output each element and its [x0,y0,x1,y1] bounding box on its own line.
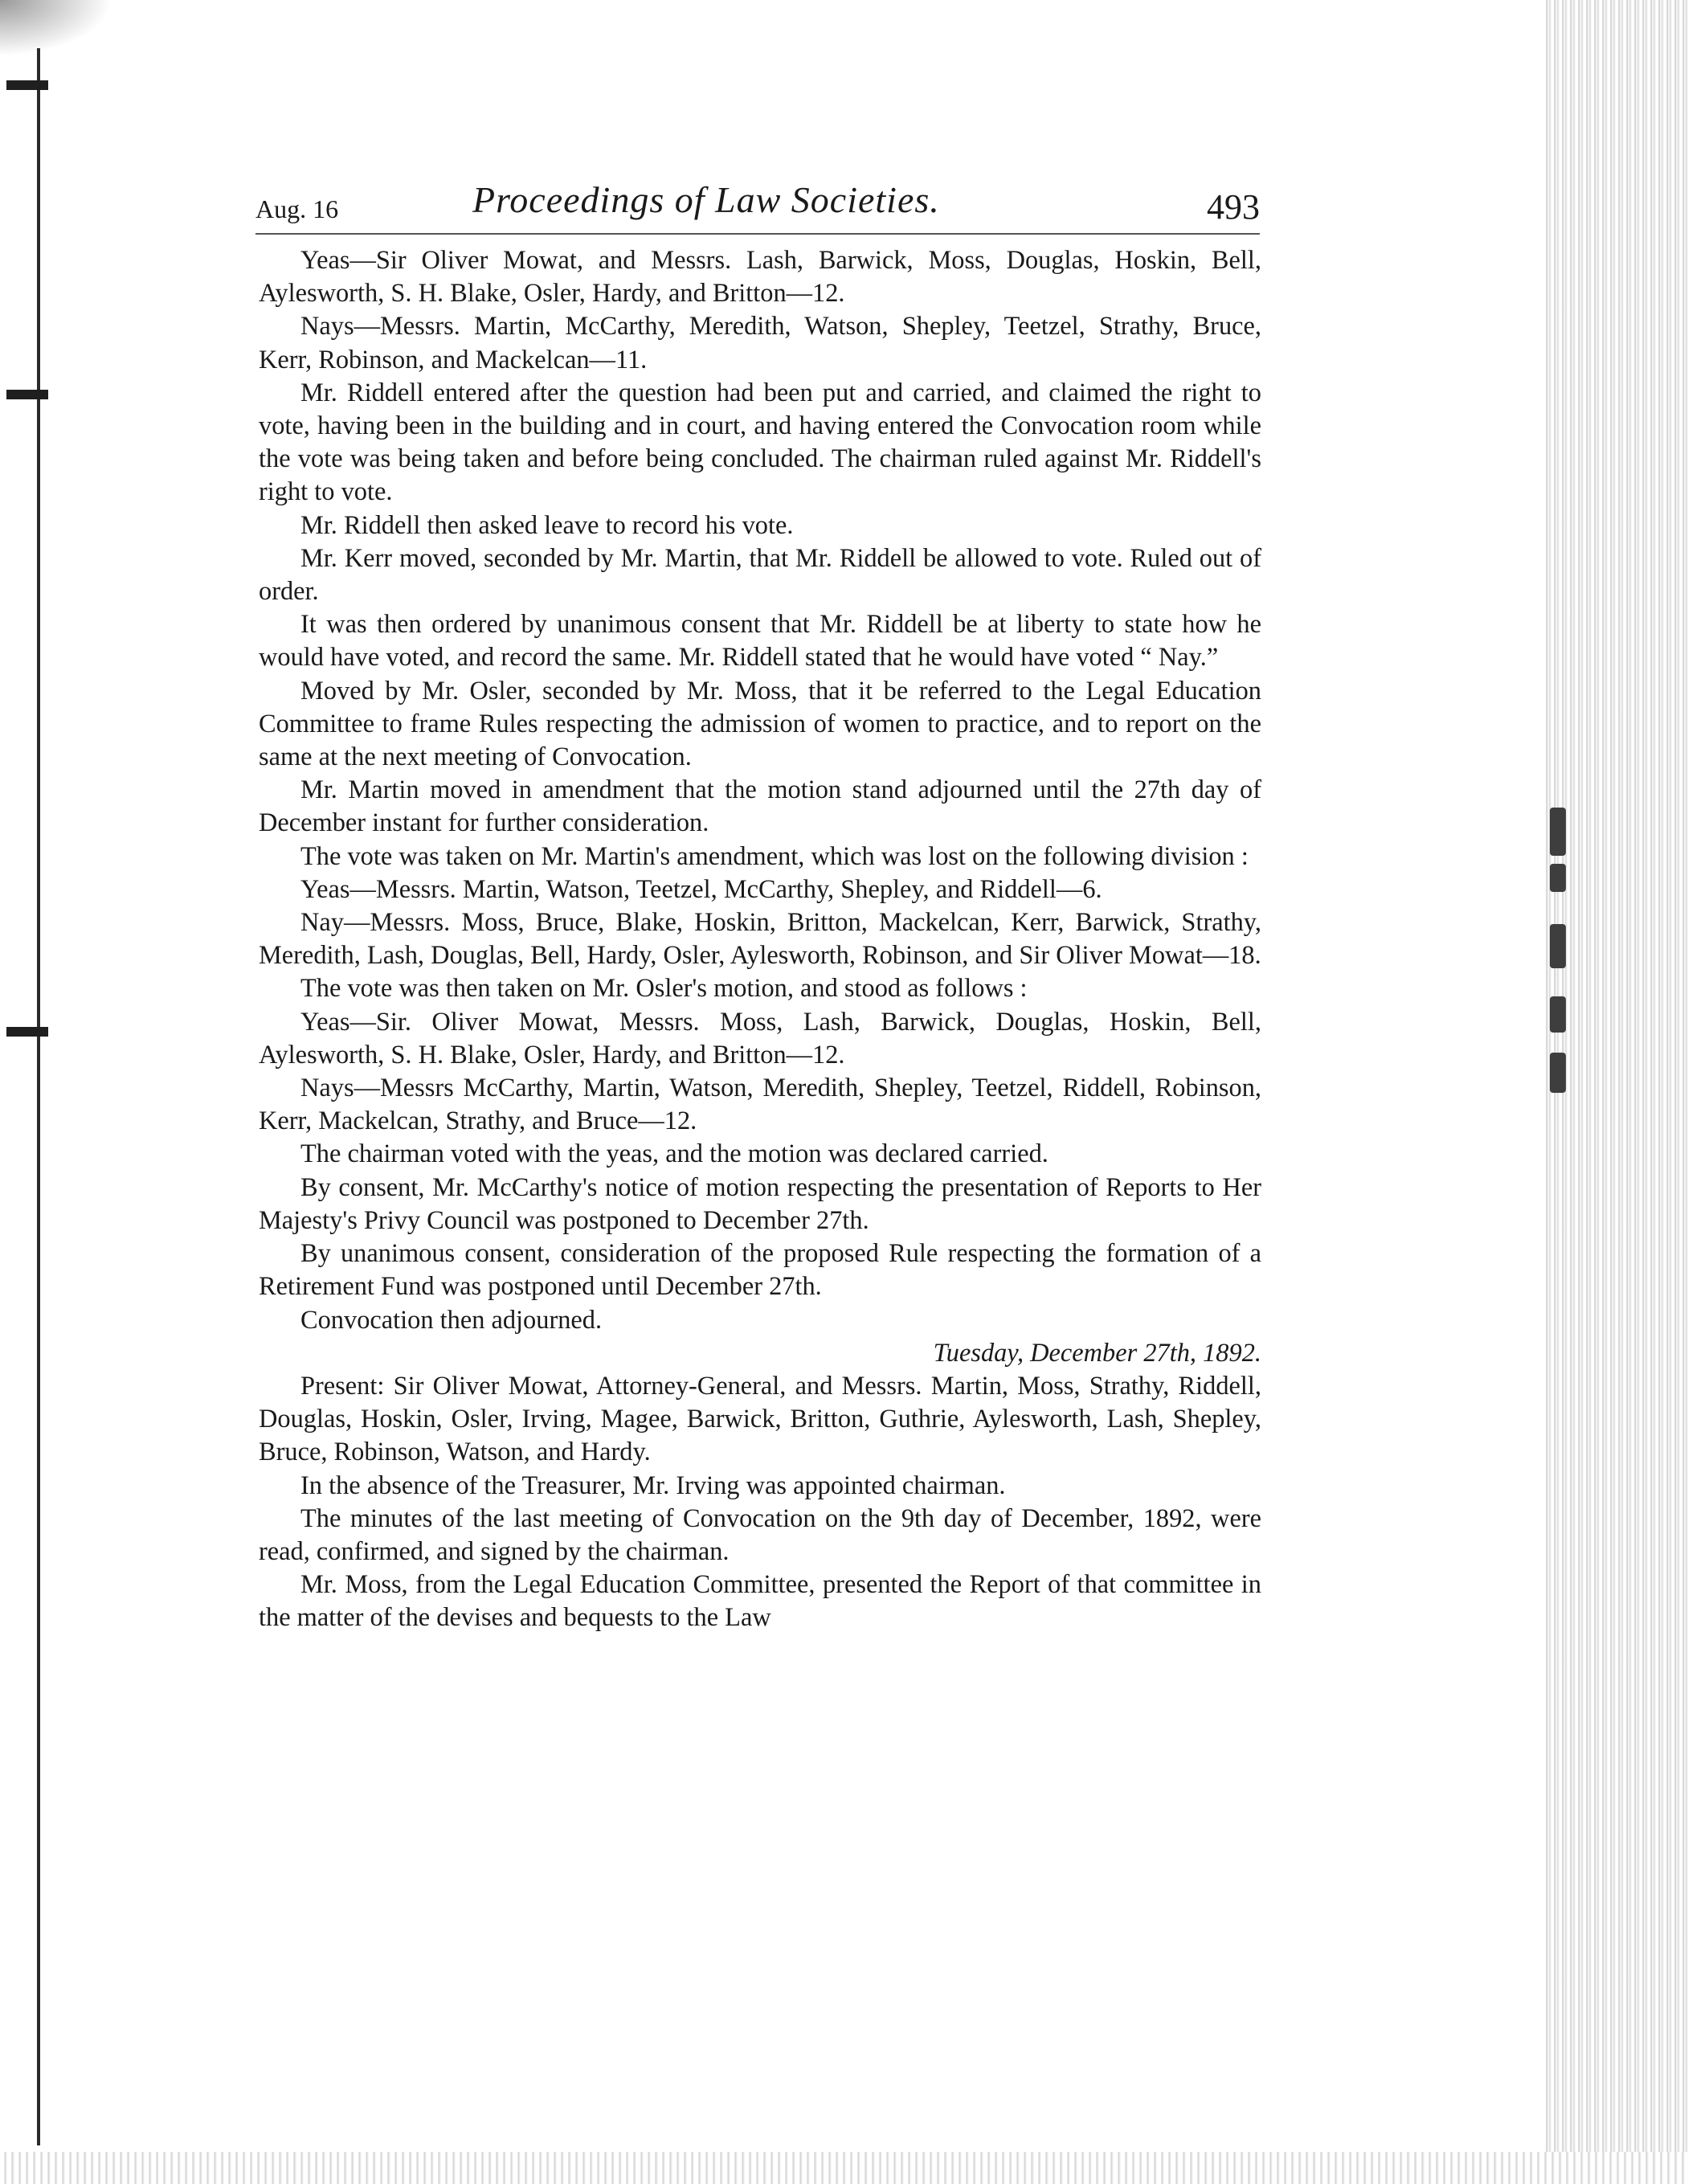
running-title: Proceedings of Law Societies. [472,179,940,220]
paragraph: Convocation then adjourned. [300,1305,603,1335]
paragraph: In the absence of the Treasurer, Mr. Irving was appointed chairman. [300,1470,1006,1500]
running-date: Aug. 16 [255,194,339,223]
edge-blot [1550,864,1566,892]
edge-blot [1550,1053,1566,1093]
paragraph: By unanimous consent, consideration of the proposed Rule respecting the formation of a Retirement Fund was postponed until December 27th. [259,1239,1261,1302]
paragraph: Moved by Mr. Osler, seconded by Mr. Moss, that it be referred to the Legal Education Committee to frame Rules respecting the admission of women to practice, and to report on the same at the next meeting of Convocation. [259,676,1261,772]
paragraph: Mr. Moss, from the Legal Education Committee, presented the Report of that committee in the matter of the devises and bequests to the Law [259,1570,1261,1633]
paragraph: Nay—Messrs. Moss, Bruce, Blake, Hoskin, Britton, Mackelcan, Kerr, Barwick, Strathy, Meredith, Lash, Douglas, Bell, Hardy, Osler, Aylesworth, Robinson, and Sir Oliver Mowat—18. [259,908,1261,971]
edge-mark [6,1027,48,1037]
edge-mark [6,80,48,90]
paragraph: Mr. Riddell entered after the question had been put and carried, and claimed the right to vote, having been in the building and in court, and having entered the Convocation room while the vote was being taken and before being concluded. The chairman ruled against Mr. Riddell's right to vote. [259,378,1261,507]
running-header [255,178,1260,231]
paragraph: Mr. Kerr moved, seconded by Mr. Martin, that Mr. Riddell be allowed to vote. Ruled out of order. [259,543,1261,607]
paragraph: The minutes of the last meeting of Convocation on the 9th day of December, 1892, were read, confirmed, and signed by the chairman. [259,1503,1261,1566]
paragraph: Mr. Riddell then asked leave to record his vote. [300,510,794,540]
page-number: 493 [1207,187,1260,227]
paragraph: It was then ordered by unanimous consent that Mr. Riddell be at liberty to state how he would have voted, and record the same. Mr. Riddell stated that he would have voted “ Nay.” [259,610,1261,673]
header-rule [255,233,1260,235]
paragraph: Yeas—Sir Oliver Mowat, and Messrs. Lash, Barwick, Moss, Douglas, Hoskin, Bell, Aylesworth, S. H. Blake, Osler, Hardy, and Britton—12. [259,246,1261,309]
paragraph: The vote was then taken on Mr. Osler's motion, and stood as follows : [300,974,1028,1004]
paragraph: The vote was taken on Mr. Martin's amendment, which was lost on the following division : [300,841,1249,871]
edge-blot [1550,924,1566,968]
meeting-dateline: Tuesday, December 27th, 1892. [933,1338,1261,1368]
right-scan-edge [1543,0,1688,2184]
body-text [259,244,1261,1635]
paragraph: Present: Sir Oliver Mowat, Attorney-General, and Messrs. Martin, Moss, Strathy, Riddell, Douglas, Hoskin, Osler, Irving, Magee, Barwick, Britton, Guthrie, Aylesworth, Lash, Shepley, Bruce, Robinson, Watson, and Hardy. [259,1371,1261,1467]
paragraph: Nays—Messrs McCarthy, Martin, Watson, Meredith, Shepley, Teetzel, Riddell, Robinson, Kerr, Mackelcan, Strathy, and Bruce—12. [259,1074,1261,1136]
edge-blot [1550,808,1566,856]
paragraph: Yeas—Messrs. Martin, Watson, Teetzel, McCarthy, Shepley, and Riddell—6. [300,874,1102,904]
edge-blot [1550,996,1566,1033]
paragraph: The chairman voted with the yeas, and the motion was declared carried. [300,1139,1048,1169]
paragraph: Nays—Messrs. Martin, McCarthy, Meredith, Watson, Shepley, Teetzel, Strathy, Bruce, Kerr, Robinson, and Mackelcan—11. [259,312,1261,374]
paragraph: By consent, Mr. McCarthy's notice of motion respecting the presentation of Reports to Her Majesty's Privy Council was postponed to December 27th. [259,1172,1261,1235]
paragraph: Yeas—Sir. Oliver Mowat, Messrs. Moss, Lash, Barwick, Douglas, Hoskin, Bell, Aylesworth, S. H. Blake, Osler, Hardy, and Britton—12. [259,1007,1261,1070]
paragraph: Mr. Martin moved in amendment that the motion stand adjourned until the 27th day of December instant for further consideration. [259,775,1261,838]
edge-mark [6,390,48,399]
left-edge-rule [37,48,40,2145]
bottom-scan-edge [0,2152,1688,2184]
left-scan-edge [0,0,56,2184]
